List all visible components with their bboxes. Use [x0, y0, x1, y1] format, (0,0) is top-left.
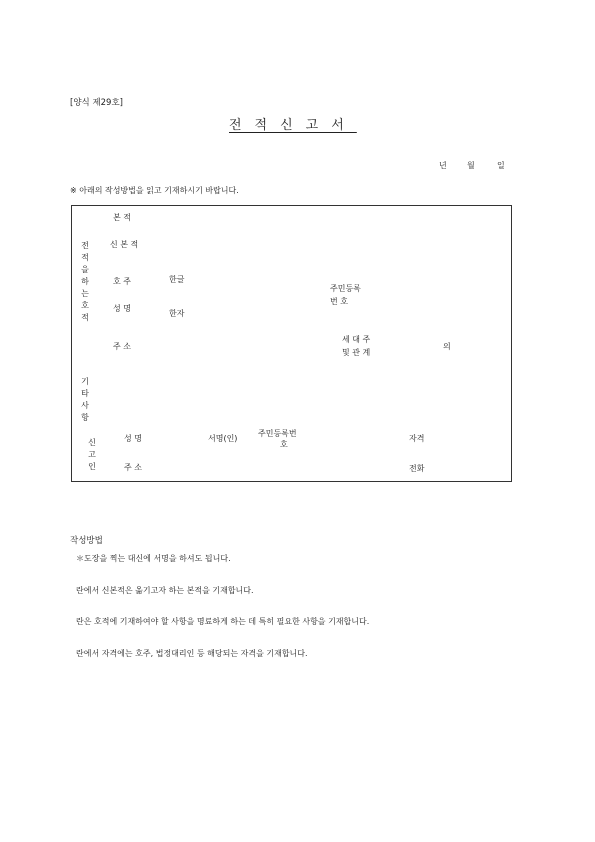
date-year-label: 년	[439, 161, 447, 170]
of-label: 의	[443, 342, 451, 351]
resident-number-label-line2: 번 호	[330, 297, 348, 306]
date-month-label: 월	[467, 161, 475, 170]
householder-relation-label-line1: 세 대 주	[342, 335, 371, 344]
instruction-item: ＊도장을 찍는 대신에 서명을 하셔도 됩니다.	[76, 554, 231, 563]
transfer-household-group-label: 전적을하는호적	[81, 241, 89, 322]
instruction-notice: ※ 아래의 작성방법을 읽고 기재하시기 바랍니다.	[70, 186, 239, 195]
date-day-label: 일	[497, 161, 505, 170]
phone-label: 전화	[409, 464, 425, 473]
signature-label: 서명(인)	[208, 434, 238, 443]
householder-relation-label-line2: 및 관 계	[342, 348, 371, 357]
form-title: 전적신고서	[229, 118, 357, 133]
name-label: 성 명	[113, 304, 131, 313]
instruction-item: 란에서 신본적은 옮기고자 하는 본적을 기재합니다.	[76, 586, 254, 595]
table-left-border	[71, 205, 72, 482]
instructions-title: 작성방법	[70, 536, 103, 546]
original-domicile-label: 본 적	[113, 213, 131, 222]
resident-number-label-line1: 주민등록	[330, 284, 361, 293]
qualification-label: 자격	[409, 434, 425, 443]
reporter-group-label: 신고인	[88, 438, 96, 471]
household-head-label: 호 주	[113, 277, 131, 286]
hanja-label: 한자	[169, 309, 185, 318]
reporter-address-label: 주 소	[124, 463, 142, 472]
reporter-name-label: 성 명	[124, 434, 142, 443]
address-label: 주 소	[113, 342, 131, 351]
hangul-label: 한글	[169, 275, 185, 284]
other-matters-label: 기타사항	[81, 377, 89, 422]
new-domicile-label: 신 본 적	[110, 240, 139, 249]
instruction-item: 란은 호적에 기재하여야 할 사항을 명료하게 하는 데 특히 필요한 사항을 기재합니다.	[76, 617, 370, 626]
reporter-resident-number-line2: 호	[280, 440, 288, 449]
reporter-resident-number-line1: 주민등록번	[258, 429, 297, 438]
form-number: [양식 제29호]	[70, 98, 123, 108]
instruction-item: 란에서 자격에는 호주, 법정대리인 등 해당되는 자격을 기재합니다.	[76, 649, 308, 658]
